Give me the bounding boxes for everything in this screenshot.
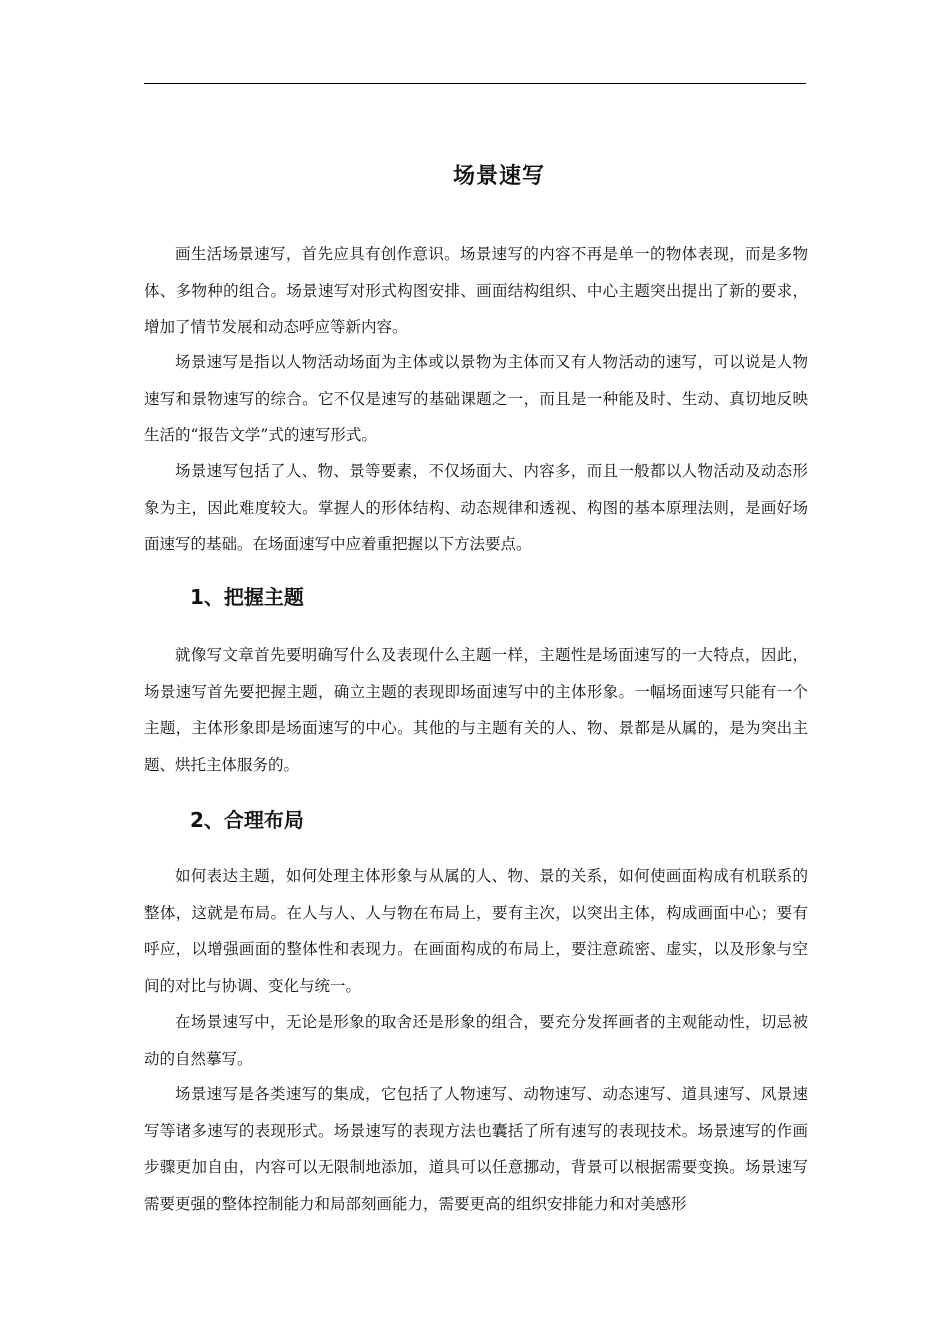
intro-paragraph-2: 场景速写是指以人物活动场面为主体或以景物为主体而又有人物活动的速写，可以说是人物速写和景物速写的综合。它不仅是速写的基础课题之一，而且是一种能及时、生动、真切地反映生活的“报告文学”式的速写形式。 bbox=[144, 353, 808, 444]
section-2-paragraph-1: 如何表达主题，如何处理主体形象与从属的人、物、景的关系，如何使画面构成有机联系的整体，这就是布局。在人与人、人与物在布局上，要有主次，以突出主体，构成画面中心；要有呼应，以增强画面的整体性和表现力。在画面构成的布局上，要注意疏密、虚实，以及形象与空间的对比与协调、变化与统一。 bbox=[144, 867, 808, 995]
section-2-paragraph-3: 场景速写是各类速写的集成，它包括了人物速写、动物速写、动态速写、道具速写、风景速写等诸多速写的表现形式。场景速写的表现方法也囊括了所有速写的表现技术。场景速写的作画步骤更加自由，内容可以无限制地添加，道具可以任意挪动，背景可以根据需要变换。场景速写需要更强的整体控制能力和局部刻画能力，需要更高的组织安排能力和对美感形 bbox=[144, 1085, 808, 1213]
section-heading-2: 2、合理布局 bbox=[190, 808, 304, 832]
intro-paragraph-1: 画生活场景速写，首先应具有创作意识。场景速写的内容不再是单一的物体表现，而是多物体、多物种的组合。场景速写对形式构图安排、画面结构组织、中心主题突出提出了新的要求，增加了情节发展和动态呼应等新内容。 bbox=[144, 245, 808, 336]
intro-paragraph-3: 场景速写包括了人、物、景等要素，不仅场面大、内容多，而且一般都以人物活动及动态形象为主，因此难度较大。掌握人的形体结构、动态规律和透视、构图的基本原理法则，是画好场面速写的基础。在场面速写中应着重把握以下方法要点。 bbox=[144, 462, 808, 553]
page-title: 场景速写 bbox=[452, 164, 545, 189]
section-1-paragraph-1: 就像写文章首先要明确写什么及表现什么主题一样，主题性是场面速写的一大特点，因此，场景速写首先要把握主题，确立主题的表现即场面速写中的主体形象。一幅场面速写只能有一个主题，主体形象即是场面速写的中心。其他的与主题有关的人、物、景都是从属的，是为突出主题、烘托主体服务的。 bbox=[144, 646, 808, 774]
header-rule bbox=[144, 83, 806, 84]
section-2-paragraph-2: 在场景速写中，无论是形象的取舍还是形象的组合，要充分发挥画者的主观能动性，切忌被动的自然摹写。 bbox=[144, 1013, 808, 1068]
section-heading-1: 1、把握主题 bbox=[190, 585, 304, 609]
